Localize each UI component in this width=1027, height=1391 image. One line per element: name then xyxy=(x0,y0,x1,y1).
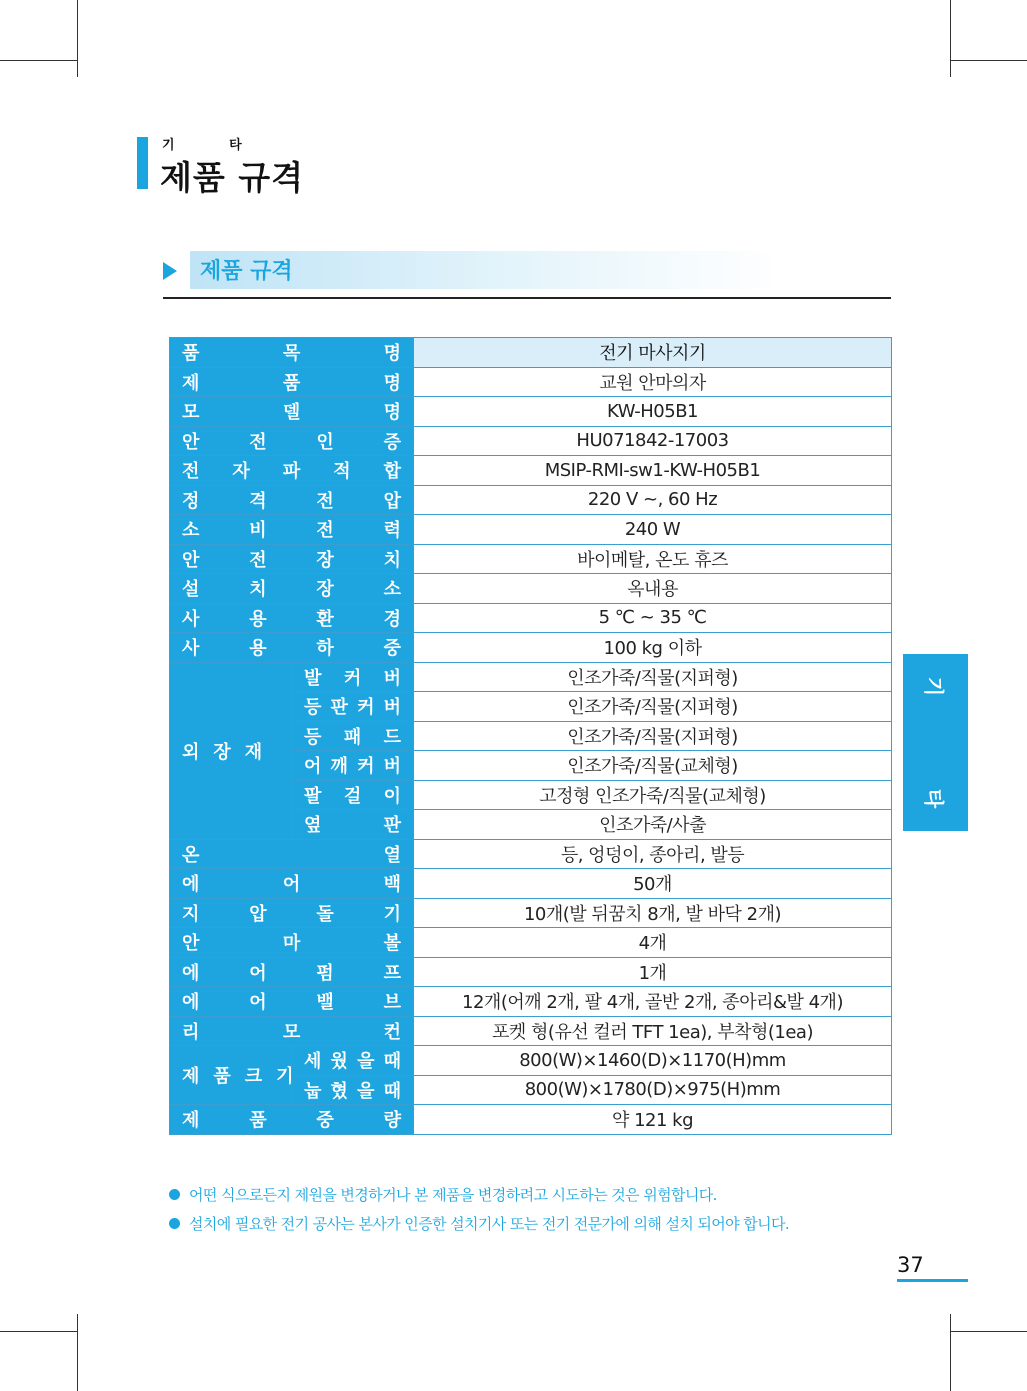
spec-label-char: 팔 xyxy=(304,785,322,807)
spec-label-char: 격 xyxy=(249,490,267,512)
spec-label xyxy=(170,574,414,604)
spec-label xyxy=(170,515,414,545)
spec-value: 고정형 인조가죽/직물(교체형) xyxy=(414,780,892,810)
section-accent-bar xyxy=(137,137,148,189)
spec-label-char: 델 xyxy=(282,402,301,424)
spec-label-char: 기 xyxy=(383,903,401,925)
spec-label-char: 명 xyxy=(383,343,402,365)
spec-label-char: 컨 xyxy=(383,1021,402,1043)
crop-mark xyxy=(0,60,77,61)
spec-label-char: 모 xyxy=(182,402,200,424)
spec-label-char: 치 xyxy=(249,579,267,601)
spec-label-char: 경 xyxy=(383,608,401,630)
spec-label-char: 모 xyxy=(282,1021,301,1043)
spec-label-char: 전 xyxy=(249,431,267,453)
spec-label-char: 전 xyxy=(316,520,334,542)
spec-label-char: 패 xyxy=(343,726,362,748)
spec-label-char: 품 xyxy=(249,1110,267,1132)
spec-label xyxy=(170,603,414,633)
side-tab-char: 타 xyxy=(921,788,946,809)
spec-label-char: 자 xyxy=(232,461,250,483)
spec-row xyxy=(170,1046,892,1076)
spec-label xyxy=(170,633,414,663)
spec-value: 50개 xyxy=(414,869,892,899)
spec-label-char: 전 xyxy=(316,490,334,512)
spec-label-char: 커 xyxy=(343,667,362,689)
page-title: 제품 규격 xyxy=(160,158,305,197)
spec-row xyxy=(170,485,892,515)
spec-value: 5 ℃ ~ 35 ℃ xyxy=(414,603,892,633)
spec-label-char: 품 xyxy=(182,343,200,365)
spec-label xyxy=(170,456,414,486)
spec-label-char: 전 xyxy=(249,549,267,571)
spec-value: 240 W xyxy=(414,515,892,545)
spec-label xyxy=(170,898,414,928)
note-item xyxy=(169,1184,899,1205)
spec-label-char: 장 xyxy=(316,549,334,571)
spec-label-char: 어 xyxy=(304,756,322,778)
spec-label xyxy=(170,869,414,899)
spec-label-char: 지 xyxy=(182,903,200,925)
spec-label xyxy=(170,397,414,427)
crop-mark xyxy=(0,1331,77,1332)
spec-group-label: 외장재 xyxy=(170,662,292,839)
spec-row xyxy=(170,426,892,456)
spec-label-char: 환 xyxy=(316,608,334,630)
crop-mark xyxy=(950,1331,1027,1332)
spec-label xyxy=(170,485,414,515)
spec-label-char: 목 xyxy=(282,343,301,365)
spec-label-char: 판 xyxy=(383,815,402,837)
note-item xyxy=(169,1213,899,1234)
spec-label-char: 돌 xyxy=(316,903,334,925)
spec-label xyxy=(170,957,414,987)
spec-label-char: 장 xyxy=(316,579,334,601)
spec-row xyxy=(170,574,892,604)
spec-label-char: 어 xyxy=(249,962,267,984)
crop-mark xyxy=(950,1314,951,1391)
spec-label-char: 량 xyxy=(383,1110,401,1132)
spec-value: 인조가죽/직물(지퍼형) xyxy=(414,662,892,692)
spec-label-char: 용 xyxy=(249,638,267,660)
spec-value: 옥내용 xyxy=(414,574,892,604)
spec-value: 포켓 형(유선 컬러 TFT 1ea), 부착형(1ea) xyxy=(414,1016,892,1046)
spec-label xyxy=(170,426,414,456)
crop-mark xyxy=(950,0,951,77)
spec-label-char: 어 xyxy=(282,874,301,896)
spec-label xyxy=(292,780,414,810)
spec-value: 인조가죽/직물(지퍼형) xyxy=(414,721,892,751)
spec-row xyxy=(170,839,892,869)
spec-label-char: 브 xyxy=(383,992,401,1014)
spec-label xyxy=(292,662,414,692)
spec-label xyxy=(170,1016,414,1046)
spec-label-char: 세 xyxy=(304,1051,322,1073)
bullet-dot-icon xyxy=(169,1218,180,1229)
spec-table xyxy=(169,337,892,1135)
spec-row xyxy=(170,957,892,987)
spec-group-label: 제품크기 xyxy=(170,1046,292,1105)
spec-value: 교원 안마의자 xyxy=(414,367,892,397)
spec-row xyxy=(170,544,892,574)
spec-value: MSIP-RMI-sw1-KW-H05B1 xyxy=(414,456,892,486)
spec-label-char: 드 xyxy=(383,726,402,748)
spec-label-char: 명 xyxy=(383,402,402,424)
spec-row xyxy=(170,515,892,545)
spec-label-char: 용 xyxy=(249,608,267,630)
spec-value: 1개 xyxy=(414,957,892,987)
spec-row xyxy=(170,633,892,663)
spec-label-char: 프 xyxy=(383,962,401,984)
triangle-bullet-icon xyxy=(163,262,177,280)
spec-label-char: 합 xyxy=(383,461,402,483)
spec-label-char: 웠 xyxy=(330,1051,348,1073)
spec-label-char: 이 xyxy=(383,785,402,807)
spec-label-char: 명 xyxy=(383,372,402,394)
spec-label-char: 발 xyxy=(304,667,322,689)
spec-label-char: 비 xyxy=(249,520,267,542)
spec-row xyxy=(170,869,892,899)
side-tab-char: 기 xyxy=(921,676,946,697)
spec-row xyxy=(170,1016,892,1046)
spec-value: 10개(발 뒤꿈치 8개, 발 바닥 2개) xyxy=(414,898,892,928)
spec-value: 800(W)×1460(D)×1170(H)mm xyxy=(414,1046,892,1076)
spec-value: 약 121 kg xyxy=(414,1105,892,1135)
spec-label-char: 을 xyxy=(357,1080,375,1102)
spec-label-char: 밸 xyxy=(316,992,334,1014)
spec-label-char: 중 xyxy=(316,1110,334,1132)
spec-label-char: 파 xyxy=(282,461,301,483)
spec-label-char: 버 xyxy=(383,697,401,719)
spec-row xyxy=(170,898,892,928)
spec-label-char: 사 xyxy=(182,638,200,660)
spec-row xyxy=(170,662,892,692)
spec-value: KW-H05B1 xyxy=(414,397,892,427)
spec-row xyxy=(170,367,892,397)
spec-label-char: 등 xyxy=(304,726,322,748)
spec-row xyxy=(170,1105,892,1135)
spec-label-char: 걸 xyxy=(343,785,362,807)
spec-label-char: 전 xyxy=(182,461,200,483)
spec-label-char: 판 xyxy=(330,697,348,719)
spec-label xyxy=(170,839,414,869)
spec-label-char: 때 xyxy=(383,1080,401,1102)
spec-value: 인조가죽/사출 xyxy=(414,810,892,840)
spec-label-char: 볼 xyxy=(383,933,402,955)
spec-row xyxy=(170,928,892,958)
spec-label-char: 정 xyxy=(182,490,200,512)
spec-label-char: 버 xyxy=(383,667,402,689)
spec-label xyxy=(292,692,414,722)
spec-label-char: 하 xyxy=(316,638,334,660)
spec-row xyxy=(170,397,892,427)
spec-row xyxy=(170,456,892,486)
spec-label-char: 에 xyxy=(182,992,200,1014)
spec-label-char: 온 xyxy=(182,844,200,866)
spec-label-char: 옆 xyxy=(304,815,322,837)
spec-label-char: 깨 xyxy=(330,756,348,778)
subheader-title: 제품 규격 xyxy=(200,259,293,284)
spec-label-char: 커 xyxy=(357,756,375,778)
spec-label-char: 력 xyxy=(383,520,401,542)
spec-label-char: 에 xyxy=(182,874,200,896)
spec-label-char: 제 xyxy=(182,372,200,394)
bullet-dot-icon xyxy=(169,1189,180,1200)
spec-value: 12개(어깨 2개, 팔 4개, 골반 2개, 종아리&발 4개) xyxy=(414,987,892,1017)
spec-value: 전기 마사지기 xyxy=(414,338,892,368)
spec-label-char: 리 xyxy=(182,1021,200,1043)
spec-label-char: 증 xyxy=(383,431,401,453)
spec-label-char: 을 xyxy=(357,1051,375,1073)
spec-value: 100 kg 이하 xyxy=(414,633,892,663)
spec-label-char: 혔 xyxy=(330,1080,348,1102)
spec-label xyxy=(292,751,414,781)
spec-label-char: 펌 xyxy=(316,962,334,984)
crop-mark xyxy=(77,1314,78,1391)
spec-label xyxy=(170,544,414,574)
spec-label xyxy=(292,1046,414,1076)
spec-value: 220 V ~, 60 Hz xyxy=(414,485,892,515)
spec-label-char: 안 xyxy=(182,933,200,955)
spec-label-char: 제 xyxy=(182,1110,200,1132)
spec-value: HU071842-17003 xyxy=(414,426,892,456)
spec-row xyxy=(170,987,892,1017)
divider xyxy=(163,297,891,299)
spec-row xyxy=(170,603,892,633)
spec-label-char: 마 xyxy=(282,933,301,955)
spec-label xyxy=(170,367,414,397)
spec-label xyxy=(292,721,414,751)
spec-label-char: 어 xyxy=(249,992,267,1014)
spec-label-char: 치 xyxy=(383,549,401,571)
spec-value: 800(W)×1780(D)×975(H)mm xyxy=(414,1075,892,1105)
spec-label-char: 커 xyxy=(357,697,375,719)
spec-label xyxy=(170,928,414,958)
spec-value: 4개 xyxy=(414,928,892,958)
spec-label-char: 버 xyxy=(383,756,401,778)
spec-label xyxy=(170,987,414,1017)
section-name: 기 타 xyxy=(162,138,267,153)
note-text: 설치에 필요한 전기 공사는 본사가 인증한 설치기사 또는 전기 전문가에 의해 설치 되어야 합니다. xyxy=(189,1215,790,1233)
spec-value: 바이메탈, 온도 휴즈 xyxy=(414,544,892,574)
spec-label-char: 중 xyxy=(383,638,401,660)
note-text: 어떤 식으로든지 제원을 변경하거나 본 제품을 변경하려고 시도하는 것은 위험합니다. xyxy=(189,1186,717,1204)
side-section-tab xyxy=(903,654,968,831)
spec-value: 등, 엉덩이, 종아리, 발등 xyxy=(414,839,892,869)
page-number-underline xyxy=(897,1279,968,1282)
spec-label-char: 소 xyxy=(182,520,200,542)
spec-label-char: 적 xyxy=(333,461,351,483)
spec-label-char: 압 xyxy=(249,903,267,925)
spec-row xyxy=(170,338,892,368)
spec-label-char: 안 xyxy=(182,549,200,571)
spec-label-char: 압 xyxy=(383,490,401,512)
notes xyxy=(169,1184,899,1242)
spec-label xyxy=(292,810,414,840)
crop-mark xyxy=(77,0,78,77)
page-number: 37 xyxy=(897,1253,924,1277)
spec-label-char: 눕 xyxy=(304,1080,322,1102)
spec-label xyxy=(292,1075,414,1105)
spec-label-char: 안 xyxy=(182,431,200,453)
spec-label-char: 설 xyxy=(182,579,200,601)
spec-label xyxy=(170,338,414,368)
spec-label-char: 등 xyxy=(304,697,322,719)
spec-label-char: 에 xyxy=(182,962,200,984)
spec-label-char: 사 xyxy=(182,608,200,630)
spec-label-char: 백 xyxy=(383,874,402,896)
spec-value: 인조가죽/직물(교체형) xyxy=(414,751,892,781)
spec-label xyxy=(170,1105,414,1135)
crop-mark xyxy=(950,60,1027,61)
spec-label-char: 품 xyxy=(282,372,301,394)
spec-label-char: 열 xyxy=(383,844,402,866)
spec-label-char: 때 xyxy=(383,1051,401,1073)
spec-label-char: 소 xyxy=(383,579,401,601)
spec-label-char: 인 xyxy=(316,431,334,453)
spec-value: 인조가죽/직물(지퍼형) xyxy=(414,692,892,722)
